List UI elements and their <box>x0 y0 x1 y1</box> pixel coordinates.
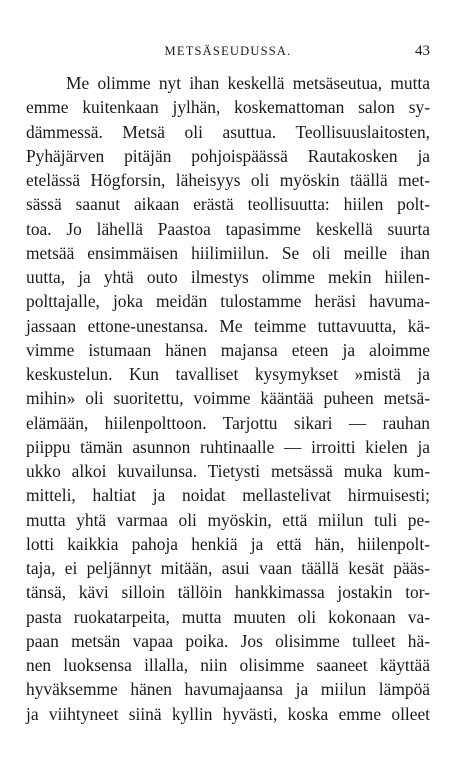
page-number: 43 <box>415 43 430 59</box>
text-line: tänsä, kävi silloin tällöin hankkimassa jostakin tor- <box>26 582 430 603</box>
running-title: METSÄSEUDUSSA. <box>164 44 292 58</box>
text-line: Me olimme nyt ihan keskellä metsäseutua, mutta <box>66 73 430 93</box>
text-line: toa. Jo lähellä Paastoa tapasimme keskellä suurta <box>26 218 430 239</box>
text-line: polttajalle, joka meidän tulostamme heräsi havuma- <box>26 291 430 312</box>
text-line: dämmessä. Metsä oli asuttua. Teollisuuslaitosten, <box>26 121 430 142</box>
text-line: Pyhäjärven pitäjän pohjoispäässä Rautakosken ja <box>26 145 430 166</box>
text-line: piippu tämän asunnon ruhtinaalle — irroitti kielen ja <box>26 436 430 457</box>
text-line: taja, ei peljännyt mitään, asui vaan täällä kesät pääs- <box>26 558 430 578</box>
text-line: paan metsän vapaa poika. Jos olisimme tulleet hä- <box>26 630 430 651</box>
text-line: hyväksemme hänen havumajaansa ja miilun lämpöä <box>26 679 430 700</box>
text-line: etelässä Högforsin, läheisyys oli myöskin täällä met- <box>26 170 430 190</box>
text-line: vimme istumaan hänen majansa eteen ja aloimme <box>26 339 430 360</box>
text-line: mutta yhtä varmaa oli myöskin, että miilun tuli pe- <box>26 509 430 530</box>
text-line: jassaan ettone-unestansa. Me teimme tuttavuutta, kä- <box>26 315 430 336</box>
body-text <box>26 71 430 726</box>
text-line: lotti kaikkia pahoja henkiä ja että hän, hiilenpolt- <box>26 533 430 554</box>
text-line: mihin» oli suoritettu, voimme kääntää puheen metsä- <box>26 388 430 409</box>
text-line: keskustelun. Kun tavalliset kysymykset »mistä ja <box>26 364 430 384</box>
running-head <box>0 44 456 64</box>
text-line: sässä saanut aikaan erästä teollisuutta: hiilen polt- <box>26 194 430 215</box>
text-line: emme kuitenkaan jylhän, koskemattoman salon sy- <box>26 97 430 118</box>
text-line: ukko alkoi kuvailunsa. Tietysti metsässä muka kum- <box>26 461 430 481</box>
text-line: pasta ruokatarpeita, mutta muuten oli kokonaan va- <box>26 606 430 627</box>
text-line: mitteli, haltiat ja noidat mellastelivat hirmuisesti; <box>26 485 430 506</box>
text-line: uutta, ja yhtä outo ilmestys olimme mekin hiilen- <box>26 267 430 287</box>
text-line: elämään, hiilenpolttoon. Tarjottu sikari — rauhan <box>26 412 430 433</box>
text-line: ja viihtyneet siinä kyllin hyvästi, koska emme olleet <box>26 703 430 724</box>
text-line: metsää ensimmäisen hiilimiilun. Se oli meille ihan <box>26 242 430 263</box>
text-line: nen luoksensa illalla, niin olisimme saaneet käyttää <box>26 655 430 675</box>
